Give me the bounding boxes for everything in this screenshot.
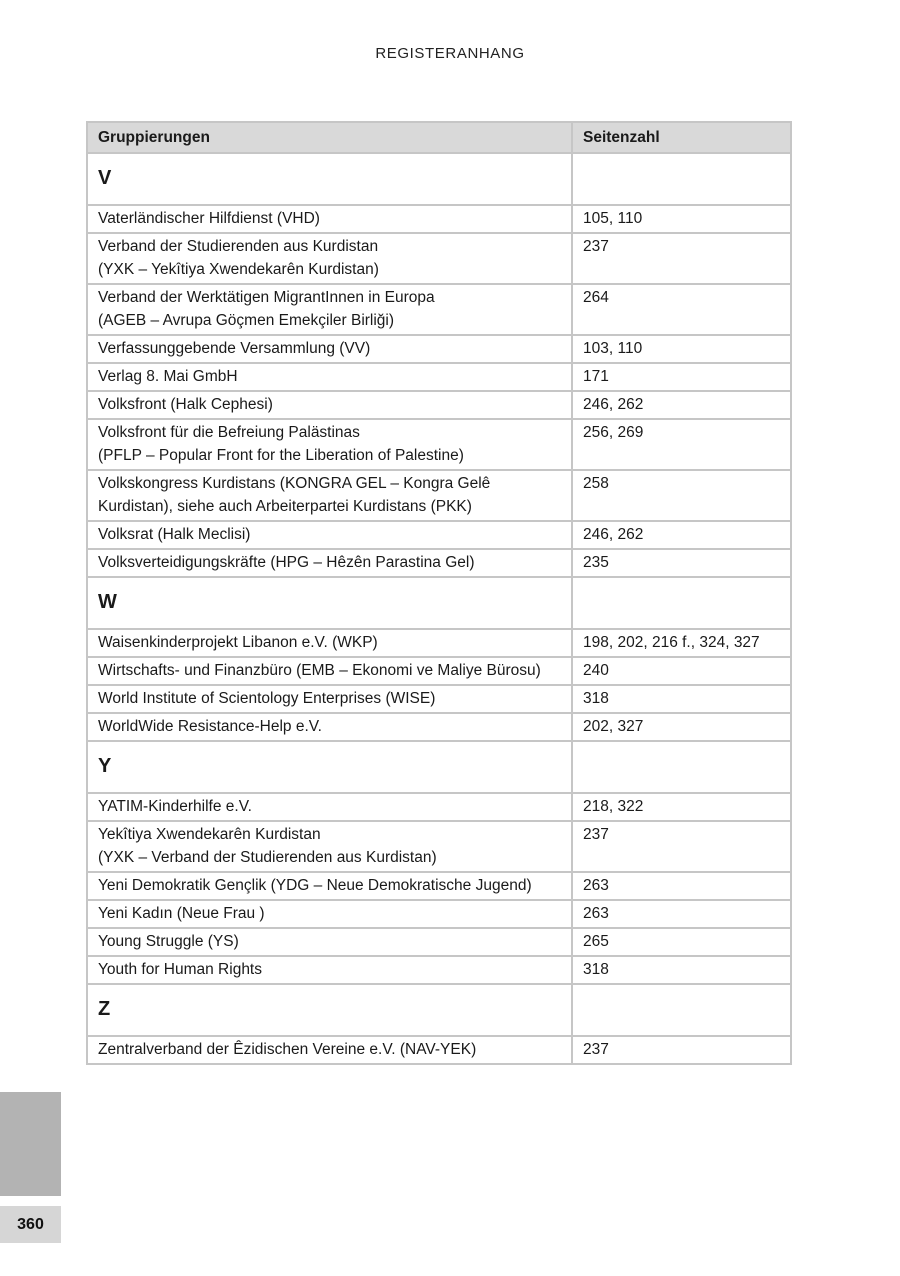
group-name-cell xyxy=(87,233,572,284)
section-letter-row xyxy=(87,984,791,1036)
page-numbers-cell: 318 xyxy=(572,685,791,713)
page-numbers-cell: 240 xyxy=(572,657,791,685)
page-numbers-cell: 318 xyxy=(572,956,791,984)
side-thumb-tab xyxy=(0,1092,61,1196)
group-name-line: Young Struggle (YS) xyxy=(98,933,239,950)
group-name-line: Verfassunggebende Versammlung (VV) xyxy=(98,340,371,357)
group-name-line: Waisenkinderprojekt Libanon e.V. (WKP) xyxy=(98,634,378,651)
group-name-cell xyxy=(87,713,572,741)
section-letter-row xyxy=(87,741,791,793)
group-name-cell xyxy=(87,821,572,872)
page-numbers-cell: 202, 327 xyxy=(572,713,791,741)
group-name-cell xyxy=(87,419,572,470)
table-header-row xyxy=(87,122,791,153)
group-name-line: Zentralverband der Êzidischen Vereine e.V. (NAV-YEK) xyxy=(98,1041,477,1058)
page-numbers-cell: 258 xyxy=(572,470,791,521)
group-name-line: Yekîtiya Xwendekarên Kurdistan xyxy=(98,826,321,843)
page-numbers-cell: 198, 202, 216 f., 324, 327 xyxy=(572,629,791,657)
section-letter: V xyxy=(87,153,572,205)
group-name-cell xyxy=(87,629,572,657)
register-table xyxy=(86,121,792,1065)
group-name-line: (PFLP – Popular Front for the Liberation of Palestine) xyxy=(98,447,464,464)
page-numbers-cell: 246, 262 xyxy=(572,391,791,419)
group-name-line: Volksverteidigungskräfte (HPG – Hêzên Parastina Gel) xyxy=(98,554,475,571)
page-numbers-cell: 237 xyxy=(572,821,791,872)
group-name-line: Verband der Werktätigen MigrantInnen in Europa xyxy=(98,289,435,306)
page-numbers-cell: 105, 110 xyxy=(572,205,791,233)
group-name-cell xyxy=(87,391,572,419)
group-name-cell xyxy=(87,521,572,549)
group-name-line: Kurdistan), siehe auch Arbeiterpartei Kurdistans (PKK) xyxy=(98,498,472,515)
group-name-line: (YXK – Yekîtiya Xwendekarên Kurdistan) xyxy=(98,261,379,278)
page-numbers-cell: 103, 110 xyxy=(572,335,791,363)
table-row xyxy=(87,956,791,984)
group-name-cell xyxy=(87,284,572,335)
table-row xyxy=(87,205,791,233)
section-letter-row xyxy=(87,153,791,205)
table-row xyxy=(87,363,791,391)
running-head: REGISTERANHANG xyxy=(375,45,525,62)
group-name-line: Volkskongress Kurdistans (KONGRA GEL – Kongra Gelê xyxy=(98,475,491,492)
group-name-cell xyxy=(87,335,572,363)
section-letter-empty-cell xyxy=(572,153,791,205)
section-letter-row xyxy=(87,577,791,629)
page-numbers-cell: 218, 322 xyxy=(572,793,791,821)
page-numbers-cell: 264 xyxy=(572,284,791,335)
group-name-cell xyxy=(87,1036,572,1064)
page-numbers-cell: 256, 269 xyxy=(572,419,791,470)
group-name-line: YATIM-Kinderhilfe e.V. xyxy=(98,798,252,815)
group-name-cell xyxy=(87,205,572,233)
page-number: 360 xyxy=(0,1206,61,1243)
page-numbers-cell: 237 xyxy=(572,233,791,284)
group-name-line: (YXK – Verband der Studierenden aus Kurdistan) xyxy=(98,849,437,866)
group-name-line: Vaterländischer Hilfdienst (VHD) xyxy=(98,210,320,227)
page-numbers-cell: 237 xyxy=(572,1036,791,1064)
table-row xyxy=(87,872,791,900)
section-letter: Y xyxy=(87,741,572,793)
page-numbers-cell: 263 xyxy=(572,900,791,928)
register-body xyxy=(87,153,791,1064)
column-header-pages: Seitenzahl xyxy=(572,122,791,153)
group-name-cell xyxy=(87,793,572,821)
group-name-cell xyxy=(87,363,572,391)
column-header-groups: Gruppierungen xyxy=(87,122,572,153)
group-name-line: Wirtschafts- und Finanzbüro (EMB – Ekonomi ve Maliye Bürosu) xyxy=(98,662,541,679)
group-name-line: World Institute of Scientology Enterprises (WISE) xyxy=(98,690,436,707)
table-row xyxy=(87,233,791,284)
group-name-line: Verband der Studierenden aus Kurdistan xyxy=(98,238,379,255)
group-name-cell xyxy=(87,685,572,713)
section-letter-empty-cell xyxy=(572,741,791,793)
table-row xyxy=(87,657,791,685)
page-numbers-cell: 235 xyxy=(572,549,791,577)
group-name-line: Verlag 8. Mai GmbH xyxy=(98,368,238,385)
page-numbers-cell: 246, 262 xyxy=(572,521,791,549)
page-numbers-cell: 171 xyxy=(572,363,791,391)
table-row xyxy=(87,1036,791,1064)
table-row xyxy=(87,793,791,821)
page-numbers-cell: 265 xyxy=(572,928,791,956)
group-name-cell xyxy=(87,872,572,900)
table-row xyxy=(87,928,791,956)
group-name-cell xyxy=(87,470,572,521)
table-row xyxy=(87,685,791,713)
group-name-line: Volksfront (Halk Cephesi) xyxy=(98,396,273,413)
table-row xyxy=(87,391,791,419)
group-name-cell xyxy=(87,956,572,984)
group-name-line: (AGEB – Avrupa Göçmen Emekçiler Birliği) xyxy=(98,312,395,329)
group-name-cell xyxy=(87,928,572,956)
table-row xyxy=(87,419,791,470)
group-name-line: WorldWide Resistance-Help e.V. xyxy=(98,718,322,735)
table-row xyxy=(87,713,791,741)
group-name-line: Yeni Kadın (Neue Frau ) xyxy=(98,905,265,922)
table-row xyxy=(87,549,791,577)
group-name-line: Yeni Demokratik Gençlik (YDG – Neue Demokratische Jugend) xyxy=(98,877,532,894)
table-row xyxy=(87,470,791,521)
section-letter: W xyxy=(87,577,572,629)
group-name-line: Volksfront für die Befreiung Palästinas xyxy=(98,424,360,441)
group-name-line: Volksrat (Halk Meclisi) xyxy=(98,526,251,543)
table-row xyxy=(87,900,791,928)
section-letter-empty-cell xyxy=(572,984,791,1036)
table-row xyxy=(87,821,791,872)
group-name-cell xyxy=(87,900,572,928)
table-row xyxy=(87,629,791,657)
group-name-cell xyxy=(87,549,572,577)
table-row xyxy=(87,335,791,363)
group-name-cell xyxy=(87,657,572,685)
section-letter-empty-cell xyxy=(572,577,791,629)
table-row xyxy=(87,284,791,335)
page-numbers-cell: 263 xyxy=(572,872,791,900)
section-letter: Z xyxy=(87,984,572,1036)
group-name-line: Youth for Human Rights xyxy=(98,961,262,978)
table-row xyxy=(87,521,791,549)
